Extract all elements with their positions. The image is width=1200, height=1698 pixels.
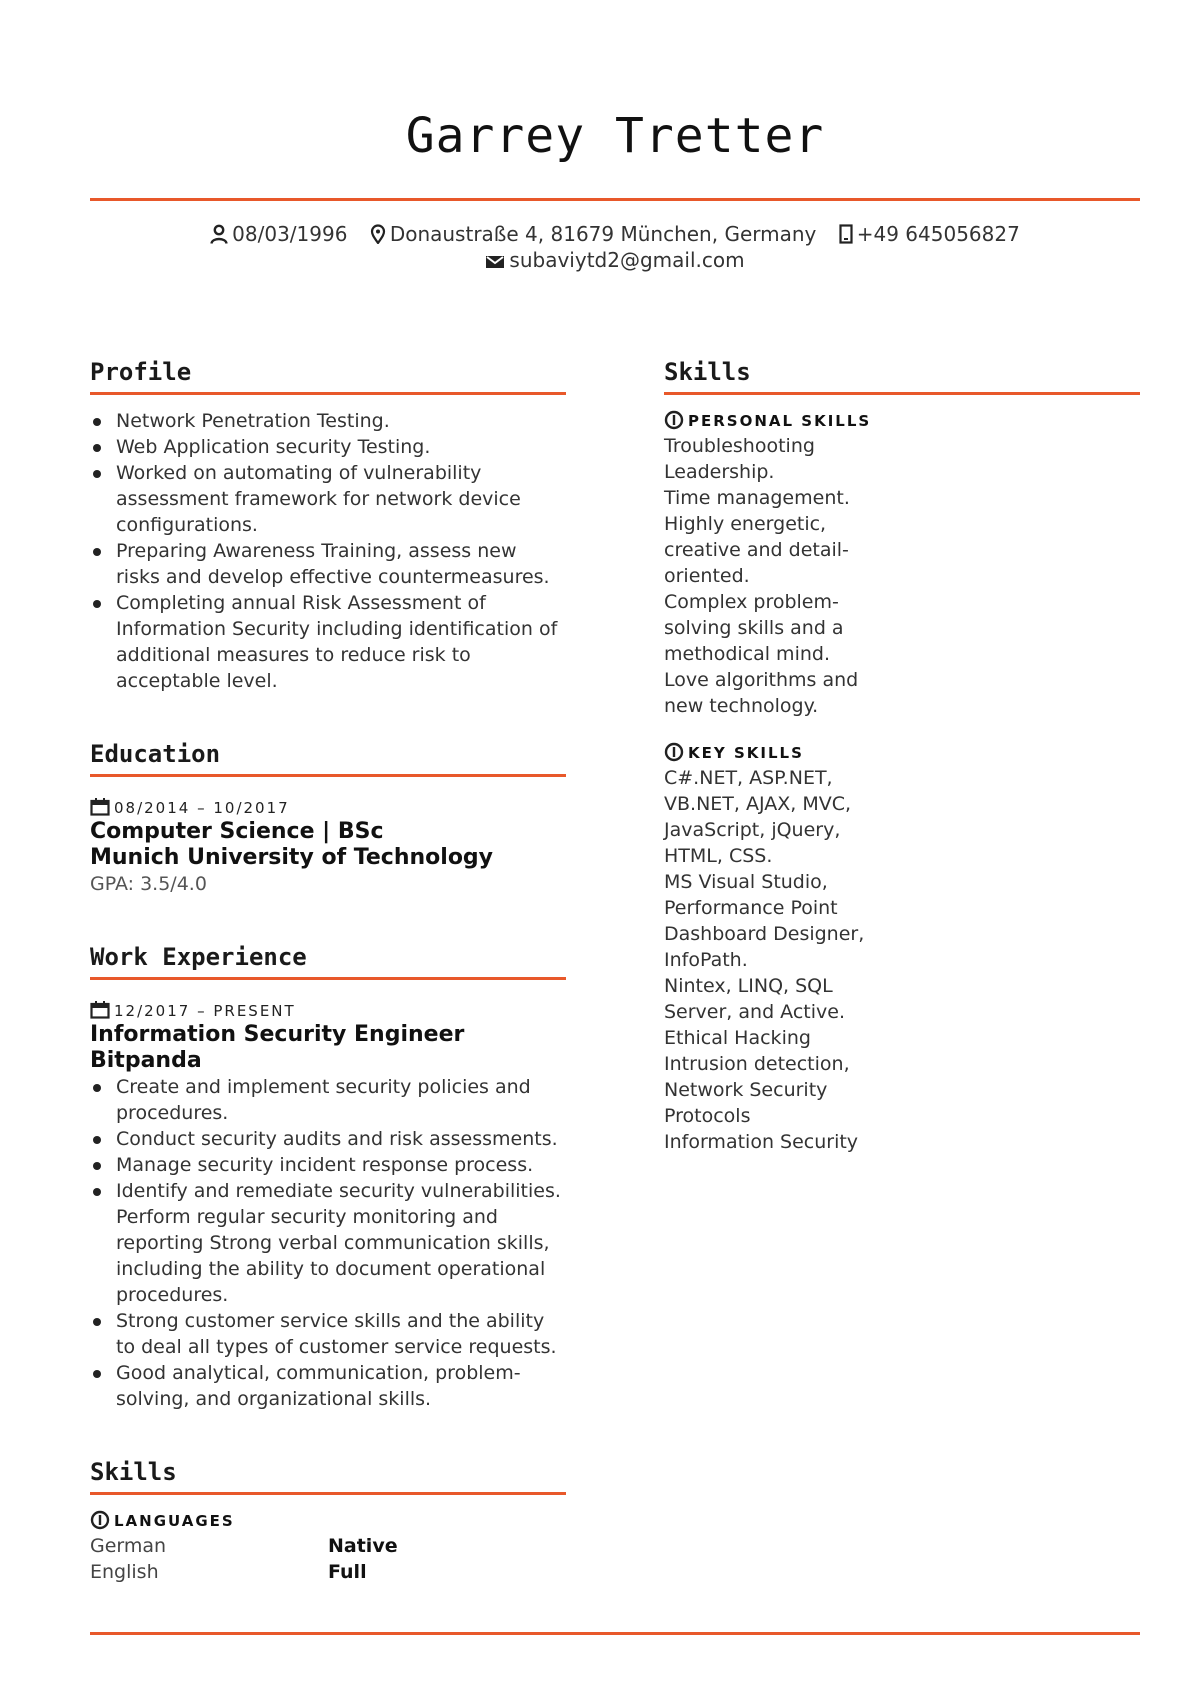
- list-item: Network Penetration Testing.: [90, 408, 566, 434]
- profile-rule: [90, 392, 566, 395]
- personal-skills-subhead: [664, 409, 1140, 433]
- language-row: [90, 1533, 566, 1559]
- birthdate: 08/03/1996: [232, 222, 348, 246]
- profile-title: Profile: [90, 358, 192, 386]
- personal-skills-list: [664, 433, 1140, 719]
- info-circle-icon: [664, 410, 684, 430]
- skill-line: Troubleshooting: [664, 435, 815, 457]
- languages-subhead-text: LANGUAGES: [114, 1512, 235, 1530]
- languages-title: Skills: [90, 1458, 177, 1486]
- skill-line: oriented.: [664, 565, 750, 587]
- languages-section: [90, 1456, 566, 1585]
- skill-line: C#.NET, ASP.NET,: [664, 767, 833, 789]
- work-role: Information Security Engineer: [90, 1022, 465, 1047]
- education-section: [90, 738, 566, 897]
- calendar-icon: [90, 798, 110, 816]
- right-column: [664, 356, 1140, 1155]
- skill-line: methodical mind.: [664, 643, 830, 665]
- personal-skills-head: PERSONAL SKILLS: [688, 412, 872, 430]
- contact-line-1: [0, 222, 1200, 246]
- skill-line: Dashboard Designer,: [664, 923, 865, 945]
- list-item: Strong customer service skills and the ability to deal all types of customer service requests.: [90, 1308, 566, 1360]
- list-item: Web Application security Testing.: [90, 434, 566, 460]
- skill-line: Love algorithms and: [664, 669, 859, 691]
- skill-line: Complex problem-: [664, 591, 839, 613]
- skill-line: Protocols: [664, 1105, 751, 1127]
- languages-subhead: [90, 1509, 566, 1533]
- skill-line: creative and detail-: [664, 539, 849, 561]
- work-date: [90, 1000, 566, 1022]
- birthdate-item: [210, 222, 354, 246]
- skill-line: Nintex, LINQ, SQL: [664, 975, 833, 997]
- address: Donaustraße 4, 81679 München, Germany: [389, 222, 817, 246]
- work-company: Bitpanda: [90, 1048, 202, 1073]
- skill-line: Server, and Active.: [664, 1001, 845, 1023]
- work-title: Work Experience: [90, 943, 307, 971]
- list-item: Manage security incident response process.: [90, 1152, 566, 1178]
- education-gpa: GPA: 3.5/4.0: [90, 873, 207, 895]
- skill-line: Performance Point: [664, 897, 838, 919]
- email-item[interactable]: [485, 248, 744, 272]
- education-date-text: 08/2014 – 10/2017: [114, 799, 290, 817]
- key-skills-list: [664, 765, 1140, 1155]
- skill-line: Ethical Hacking: [664, 1027, 811, 1049]
- work-list: [90, 1074, 566, 1412]
- skill-line: Network Security: [664, 1079, 828, 1101]
- phone-icon: [839, 224, 853, 244]
- work-date-text: 12/2017 – PRESENT: [114, 1002, 296, 1020]
- email-icon: [485, 254, 505, 270]
- calendar-icon: [90, 1001, 110, 1019]
- list-item: Good analytical, communication, problem-solving, and organizational skills.: [90, 1360, 566, 1412]
- language-name: German: [90, 1535, 167, 1557]
- left-column: [90, 356, 566, 1585]
- skill-line: JavaScript, jQuery,: [664, 819, 841, 841]
- skill-line: solving skills and a: [664, 617, 844, 639]
- profile-list: [90, 408, 566, 694]
- header-rule: [90, 198, 1140, 201]
- education-title: Education: [90, 740, 221, 768]
- skill-line: Leadership.: [664, 461, 775, 483]
- info-circle-icon: [664, 742, 684, 762]
- list-item: Identify and remediate security vulnerabilities. Perform regular security monitoring and reporting Strong verbal communication skills, including the ability to document operational procedures.: [90, 1178, 566, 1308]
- skills-title: Skills: [664, 358, 751, 386]
- key-skills-head: KEY SKILLS: [688, 744, 804, 762]
- skill-line: InfoPath.: [664, 949, 748, 971]
- candidate-name: Garrey Tretter: [405, 108, 825, 164]
- profile-section: [90, 356, 566, 694]
- skill-line: Time management.: [664, 487, 850, 509]
- language-row: [90, 1559, 566, 1585]
- list-item: Preparing Awareness Training, assess new risks and develop effective countermeasures.: [90, 538, 566, 590]
- education-school: Munich University of Technology: [90, 845, 494, 870]
- list-item: Create and implement security policies and procedures.: [90, 1074, 566, 1126]
- skill-line: VB.NET, AJAX, MVC,: [664, 793, 852, 815]
- phone: +49 645056827: [856, 222, 1020, 246]
- footer-rule: [90, 1632, 1140, 1635]
- person-icon: [210, 224, 228, 244]
- address-item: [370, 222, 823, 246]
- skill-line: Highly energetic,: [664, 513, 827, 535]
- education-degree: Computer Science | BSc: [90, 819, 384, 844]
- skill-line: Information Security: [664, 1131, 859, 1153]
- email[interactable]: subaviytd2@gmail.com: [509, 248, 745, 272]
- list-item: Conduct security audits and risk assessments.: [90, 1126, 566, 1152]
- location-pin-icon: [370, 224, 386, 244]
- info-circle-icon: [90, 1510, 110, 1530]
- skill-line: Intrusion detection,: [664, 1053, 850, 1075]
- skill-line: MS Visual Studio,: [664, 871, 828, 893]
- language-level: Native: [328, 1535, 398, 1557]
- skills-rule: [664, 392, 1140, 395]
- languages-rule: [90, 1492, 566, 1495]
- language-level: Full: [328, 1561, 367, 1583]
- education-rule: [90, 774, 566, 777]
- contact-line-2: [0, 248, 1200, 272]
- work-rule: [90, 977, 566, 980]
- skill-line: new technology.: [664, 695, 819, 717]
- phone-item: [839, 222, 1020, 246]
- list-item: Completing annual Risk Assessment of Information Security including identification of additional measures to reduce risk to acceptable level.: [90, 590, 566, 694]
- language-name: English: [90, 1561, 159, 1583]
- skill-line: HTML, CSS.: [664, 845, 773, 867]
- work-section: [90, 941, 566, 1412]
- key-skills-subhead: [664, 741, 1140, 765]
- list-item: Worked on automating of vulnerability assessment framework for network device configurations.: [90, 460, 566, 538]
- education-date: [90, 797, 566, 819]
